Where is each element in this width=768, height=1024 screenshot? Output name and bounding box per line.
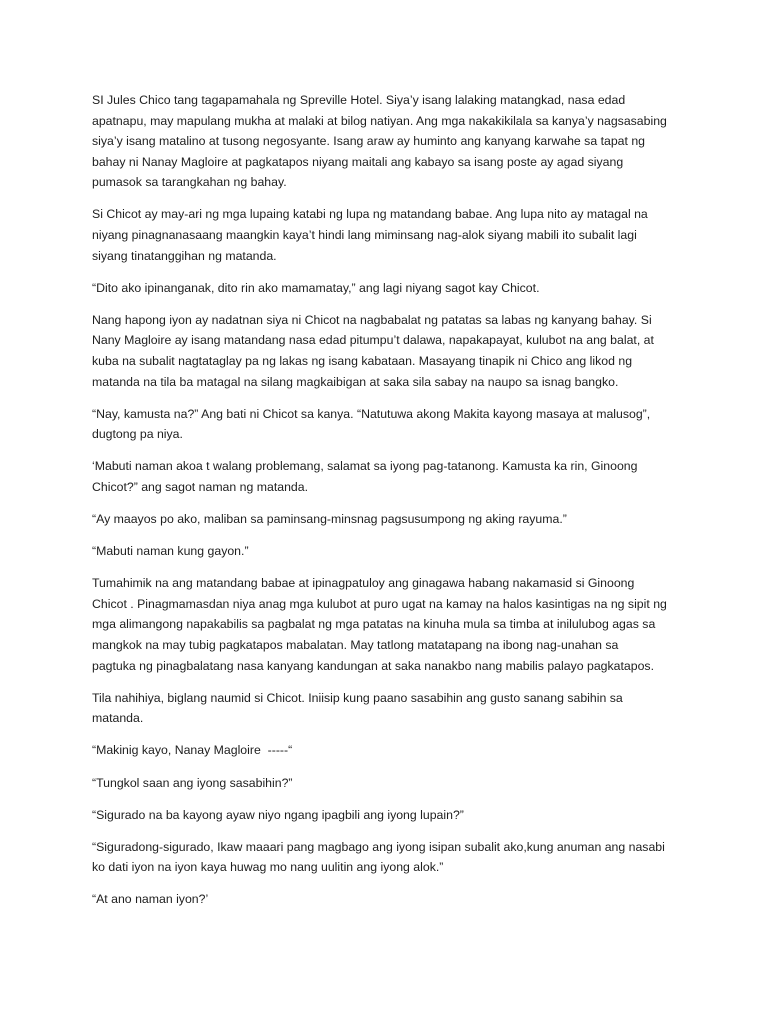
text-line: “Tungkol saan ang iyong sasabihin?”	[92, 775, 293, 790]
text-line: pagtuka ng pinagbalatang nasa kanyang kandungan at saka nanakbo nang mabilis palayo pagkatapos.	[92, 658, 654, 673]
text-line: Nang hapong iyon ay nadatnan siya ni Chicot na nagbabalat ng patatas sa labas ng kanyang bahay. Si	[92, 312, 652, 327]
text-line: Nany Magloire ay isang matandang nasa edad pitumpu’t dalawa, napakapayat, kulubot na ang balat, at	[92, 333, 654, 348]
paragraph	[92, 204, 732, 266]
text-line: Tumahimik na ang matandang babae at ipinagpatuloy ang ginagawa habang nakamasid si Ginoong	[92, 576, 635, 591]
paragraph	[92, 310, 732, 392]
text-line: pumasok sa tarangkahan ng bahay.	[92, 175, 287, 190]
paragraph	[92, 456, 732, 497]
text-line: Chicot . Pinagmamasdan niya anag mga kulubot at puro ugat na kamay na halos kasintigas na ng sipit ng	[92, 596, 667, 611]
text-line: Chicot?” ang sagot naman ng matanda.	[92, 480, 309, 494]
paragraph	[92, 688, 732, 729]
text-line: “Siguradong-sigurado, Ikaw maaari pang magbago ang iyong isipan subalit ako,kung anuman ang nasabi	[92, 839, 665, 854]
text-line: kuba na subalit nagtataglay pa ng lakas ng isang kabataan. Masayang tinapik ni Chico ang likod ng	[92, 354, 633, 369]
paragraph	[92, 90, 732, 193]
text-line: “Ay maayos po ako, maliban sa paminsang-minsnag pagsusumpong ng aking rayuma.”	[92, 512, 567, 527]
text-line: SI Jules Chico tang tagapamahala ng Spreville Hotel. Siya’y isang lalaking matangkad, nasa edad	[92, 93, 626, 107]
text-line: apatnapu, may mapulang mukha at malaki at bilog natiyan. Ang mga nakakikilala sa kanya’y nagsasabing	[92, 113, 667, 128]
text-line: ko dati iyon na iyon kaya huwag mo nang uulitin ang iyong alok.”	[92, 860, 444, 875]
text-line: “Nay, kamusta na?” Ang bati ni Chicot sa kanya. “Natutuwa akong Makita kayong masaya at malusog”,	[92, 406, 651, 421]
text-line: “At ano naman iyon?’	[92, 892, 209, 907]
text-line: “Dito ako ipinanganak, dito rin ako mamamatay,” ang lagi niyang sagot kay Chicot.	[92, 280, 540, 295]
text-line: mga alimangong napakabilis sa pagbalat ng mga patatas na kinuha mula sa timba at inilulubog agas sa	[92, 617, 656, 632]
paragraph	[92, 805, 732, 826]
text-line: matanda.	[92, 711, 144, 726]
text-line: siyang tinatanggihan ng matanda.	[92, 248, 277, 263]
paragraph	[92, 837, 732, 878]
text-line: matanda na tila ba matagal na silang magkaibigan at saka sila sabay na naupo sa isnag bangko.	[92, 374, 619, 389]
text-line: “Makinig kayo, Nanay Magloire -----“	[92, 743, 293, 758]
text-line: siya’y isang matalino at tusong negosyante. Isang araw ay huminto ang kanyang karwahe sa tapat ng	[92, 134, 646, 149]
text-line: “Sigurado na ba kayong ayaw niyo ngang ipagbili ang iyong lupain?”	[92, 807, 464, 822]
text-line: Si Chicot ay may-ari ng mga lupaing katabi ng lupa ng matandang babae. Ang lupa nito ay matagal na	[92, 207, 648, 222]
paragraph	[92, 541, 732, 562]
text-line: mangkok na may tubig pagkatapos mabalatan. May tatlong matatapang na ibong nag-unahan sa	[92, 638, 619, 653]
text-line: “Mabuti naman kung gayon.”	[92, 544, 249, 559]
paragraph	[92, 889, 732, 910]
paragraph	[92, 573, 732, 676]
paragraph	[92, 509, 732, 530]
text-line: dugtong pa niya.	[92, 427, 183, 442]
text-line: Tila nahihiya, biglang naumid si Chicot. Iniisip kung paano sasabihin ang gusto sanang sabihin sa	[92, 690, 623, 705]
text-line: niyang pinagnanasaang maangkin kaya’t hindi lang miminsang nag-alok siyang mabili ito subalit lagi	[92, 228, 637, 243]
paragraph	[92, 404, 732, 445]
paragraph	[92, 740, 732, 761]
text-line: bahay ni Nanay Magloire at pagkatapos niyang maitali ang kabayo sa isang poste ay agad siyang	[92, 154, 624, 169]
document-body	[92, 90, 732, 922]
paragraph	[92, 278, 732, 299]
paragraph	[92, 773, 732, 794]
text-line: ‘Mabuti naman akoa t walang problemang, salamat sa iyong pag-tatanong. Kamusta ka rin, Ginoong	[92, 459, 638, 474]
